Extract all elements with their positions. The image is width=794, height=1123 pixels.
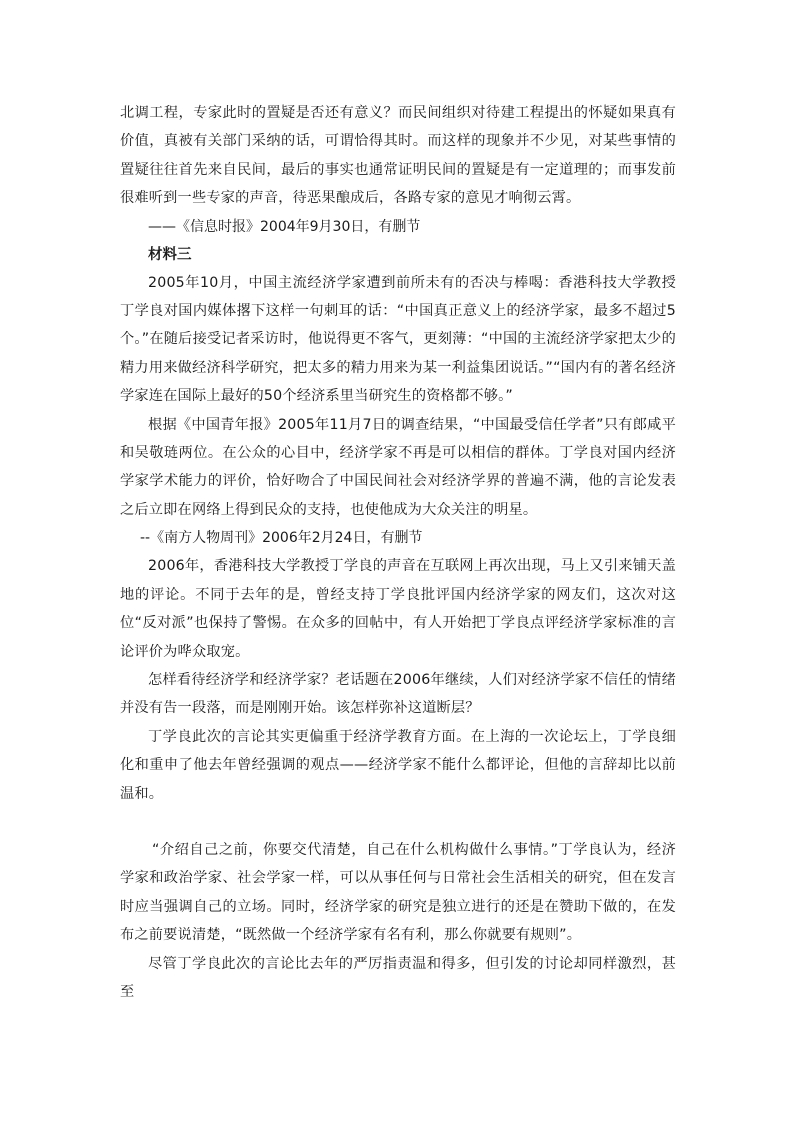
paragraph-introduce-yourself: “介绍自己之前，你要交代清楚，自己在什么机构做什么事情。”丁学良认为，经济学家和政治学家、社会学家一样，可以从事任何与日常社会生活相关的研究，但在发言时应当强调自己的立场。同时，经济学家的研究是独立进行的还是在赞助下做的，在发布之前要说清楚，“既然做一个经济学家有名有利，那么你就要有规则”。 <box>120 841 676 944</box>
section-heading-material-three: 材料三 <box>148 246 192 263</box>
paragraph-continuation: 北调工程，专家此时的置疑是否还有意义？而民间组织对待建工程提出的怀疑如果真有价值，真被有关部门采纳的话，可谓恰得其时。而这样的现象并不少见，对某些事情的置疑往往首先来自民间，最后的事实也通常证明民间的置疑是有一定道理的；而事发前很难听到一些专家的声音，待恶果酿成后，各路专家的意见才响彻云霄。 <box>120 105 676 207</box>
source-citation-xinxi-shibao: ——《信息时报》2004年9月30日，有删节 <box>148 218 421 235</box>
paragraph-education-focus: 丁学良此次的言论其实更偏重于经济学教育方面。在上海的一次论坛上，丁学良细化和重申了他去年曾经强调的观点——经济学家不能什么都评论，但他的言辞却比以前温和。 <box>120 728 676 802</box>
document-body <box>120 99 676 1006</box>
paragraph-youth-daily-survey: 根据《中国青年报》2005年11月7日的调查结果，“中国最受信任学者”只有郎咸平和吴敬琏两位。在公众的心目中，经济学家不再是可以相信的群体。丁学良对国内经济学家学术能力的评价，恰好吻合了中国民间社会对经济学界的普遍不满，他的言论发表之后立即在网络上得到民众的支持，也使他成为大众关注的明星。 <box>120 416 676 518</box>
paragraph-ding-xueliang-2005: 2005年10月，中国主流经济学家遭到前所未有的否决与棒喝：香港科技大学教授丁学良对国内媒体撂下这样一句刺耳的话：“中国真正意义上的经济学家，最多不超过5个。”在随后接受记者采访时，他说得更不客气，更刻薄：“中国的主流经济学家把太少的精力用来做经济科学研究，把太多的精力用来为某一利益集团说话。”“国内有的著名经济学家连在国际上最好的50个经济系里当研究生的资格都不够。” <box>120 274 676 405</box>
paragraph-2006-internet: 2006年，香港科技大学教授丁学良的声音在互联网上再次出现，马上又引来铺天盖地的评论。不同于去年的是，曾经支持丁学良批评国内经济学家的网友们，这次对这位“反对派”也保持了警惕。在众多的回帖中，有人开始把丁学良点评经济学家标准的言论评价为哗众取宠。 <box>120 558 676 660</box>
blank-line <box>120 808 676 836</box>
paragraph-discussion-intense: 尽管丁学良此次的言论比去年的严厉指责温和得多，但引发的讨论却同样激烈，甚至 <box>120 955 676 1000</box>
paragraph-how-to-view-economists: 怎样看待经济学和经济学家？老话题在2006年继续，人们对经济学家不信任的情绪并没有告一段落，而是刚刚开始。该怎样弥补这道断层？ <box>120 671 676 717</box>
source-citation-nanfang-renwu: --《南方人物周刊》2006年2月24日，有删节 <box>140 530 423 547</box>
